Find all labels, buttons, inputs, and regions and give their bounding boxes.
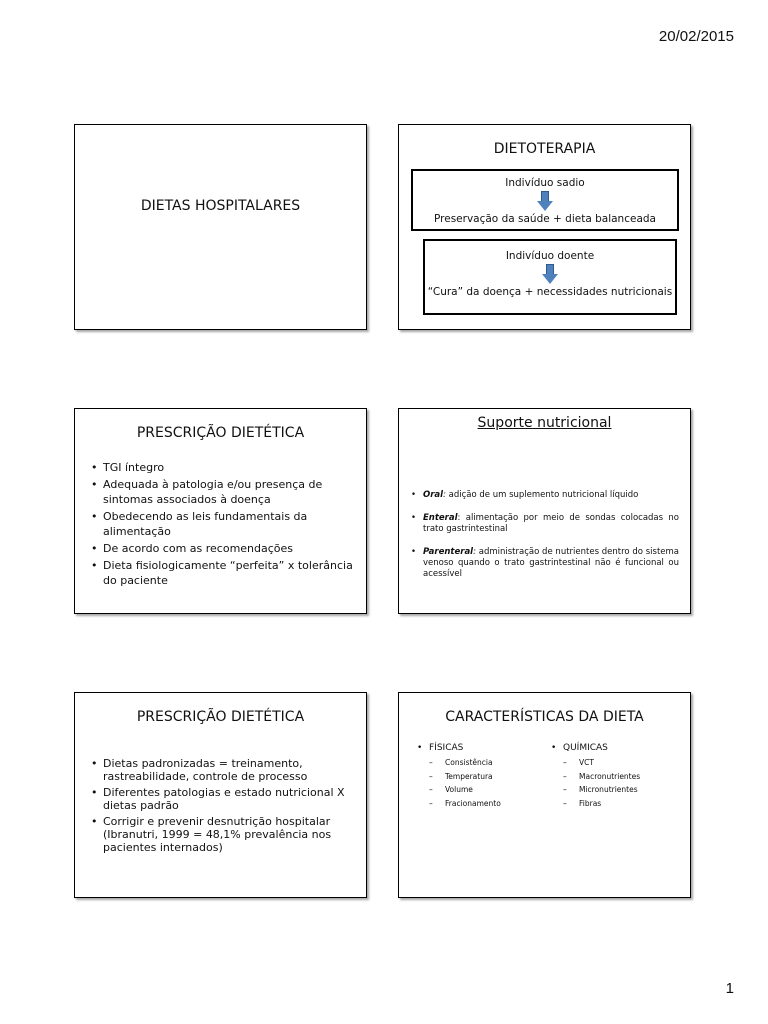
- list-item: • Corrigir e prevenir desnutrição hospitalar (Ibranutri, 1999 = 48,1% prevalência nos pacientes internados): [89, 815, 357, 854]
- slide-title: DIETOTERAPIA: [493, 141, 596, 157]
- slide-dietas-hospitalares: [74, 124, 367, 330]
- description: administração de nutrientes dentro do sistema venoso quando o trato gastrintestinal não é funcional ou acessível: [423, 547, 679, 579]
- term-separator: :: [457, 513, 461, 523]
- bullet-list: [409, 490, 679, 592]
- slide-title: DIETAS HOSPITALARES: [140, 198, 301, 214]
- column-header: • FÍSICAS: [417, 743, 501, 753]
- column-header: • QUÍMICAS: [551, 743, 640, 753]
- term: Oral: [423, 490, 444, 500]
- healthy-individual-box: [411, 169, 679, 231]
- page-number: 1: [725, 980, 734, 997]
- bullet-list: [89, 460, 357, 590]
- list-item: – Fibras: [551, 797, 640, 811]
- term: Enteral: [423, 513, 458, 523]
- list-item: – Consistência: [417, 756, 501, 770]
- box-bottom-label: “Cura” da doença + necessidades nutricionais: [427, 286, 673, 298]
- box-top-label: Indivíduo sadio: [505, 177, 585, 189]
- list-item: [409, 513, 679, 535]
- slide-title: PRESCRIÇÃO DIETÉTICA: [136, 425, 305, 441]
- list-item: – Volume: [417, 783, 501, 797]
- slide-title: PRESCRIÇÃO DIETÉTICA: [136, 709, 305, 725]
- list-item: • Dieta fisiologicamente “perfeita” x tolerância do paciente: [89, 558, 357, 588]
- list-item: • Dietas padronizadas = treinamento, rastreabilidade, controle de processo: [89, 757, 357, 783]
- slide-title: CARACTERÍSTICAS DA DIETA: [445, 709, 644, 725]
- term-separator: :: [473, 547, 476, 557]
- slide-prescricao-dietetica-2: [74, 692, 367, 898]
- list-item: – Macronutrientes: [551, 770, 640, 784]
- list-item: • Obedecendo as leis fundamentais da alimentação: [89, 509, 357, 539]
- slide-prescricao-dietetica-1: [74, 408, 367, 614]
- chemical-column: [551, 743, 640, 810]
- box-bottom-label: Preservação da saúde + dieta balanceada: [434, 213, 656, 225]
- physical-column: [417, 743, 501, 810]
- document-date: 20/02/2015: [658, 28, 734, 45]
- down-arrow-icon: [537, 191, 553, 211]
- box-top-label: Indivíduo doente: [505, 250, 595, 262]
- sick-individual-box: [423, 239, 677, 315]
- description: alimentação por meio de sondas colocadas no trato gastrintestinal: [423, 513, 679, 534]
- term: Parenteral: [423, 547, 474, 557]
- list-item: – VCT: [551, 756, 640, 770]
- list-item: – Temperatura: [417, 770, 501, 784]
- slide-title: Suporte nutricional: [477, 415, 612, 431]
- description: adição de um suplemento nutricional líquido: [445, 490, 639, 500]
- list-item: • Diferentes patologias e estado nutricional X dietas padrão: [89, 786, 357, 812]
- list-item: • TGI íntegro: [89, 460, 357, 475]
- list-item: – Micronutrientes: [551, 783, 640, 797]
- down-arrow-icon: [542, 264, 558, 284]
- list-item: [409, 490, 679, 501]
- list-item: [409, 547, 679, 580]
- slide-caracteristicas-da-dieta: [398, 692, 691, 898]
- bullet-list: [89, 757, 357, 857]
- list-item: • De acordo com as recomendações: [89, 541, 357, 556]
- list-item: • Adequada à patologia e/ou presença de sintomas associados à doença: [89, 477, 357, 507]
- slide-suporte-nutricional: [398, 408, 691, 614]
- term-separator: :: [443, 490, 446, 500]
- slide-dietoterapia: [398, 124, 691, 330]
- list-item: – Fracionamento: [417, 797, 501, 811]
